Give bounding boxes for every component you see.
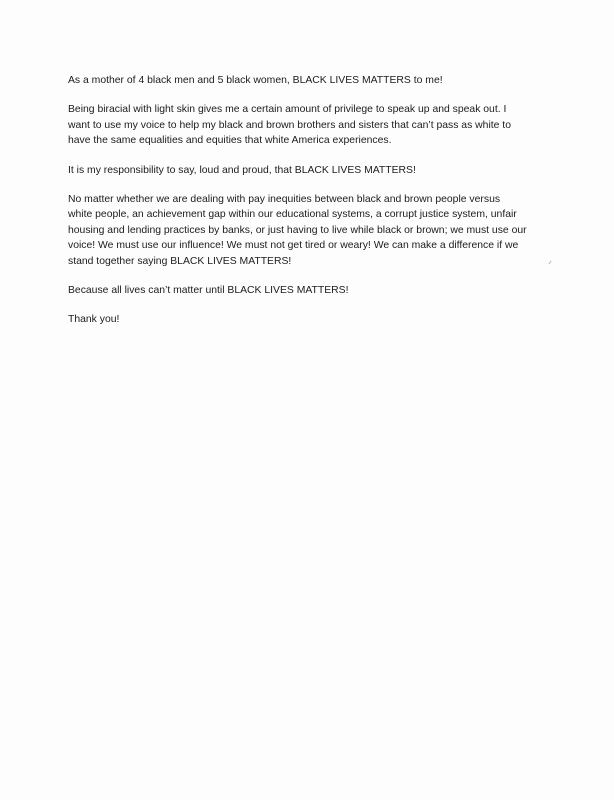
paragraph-closing: Thank you! [68,314,120,326]
paragraph-responsibility: It is my responsibility to say, loud and proud, that BLACK LIVES MATTERS! [68,164,416,176]
paragraph-all-lives: Because all lives can’t matter until BLACK LIVES MATTERS! [68,285,349,297]
paragraph-intro: As a mother of 4 black men and 5 black women, BLACK LIVES MATTERS to me! [68,75,443,86]
letter-body [68,73,568,342]
paragraph-privilege: Being biracial with light skin gives me a certain amount of privilege to speak up and speak out. I want to use my voice to help my black and brown brothers and sisters that can’t pass as white to have the same equalities and equities that white America experiences. [68,104,511,147]
paragraph-inequities: No matter whether we are dealing with pay inequities between black and brown people versus white people, an achievement gap within our educational systems, a corrupt justice system, unfair housing and lending practices by banks, or just having to live while black or brown; we must use our voice! We must use our influence! We must not get tired or weary! We can make a difference if we stand together saying BLACK LIVES MATTERS! [68,194,527,267]
